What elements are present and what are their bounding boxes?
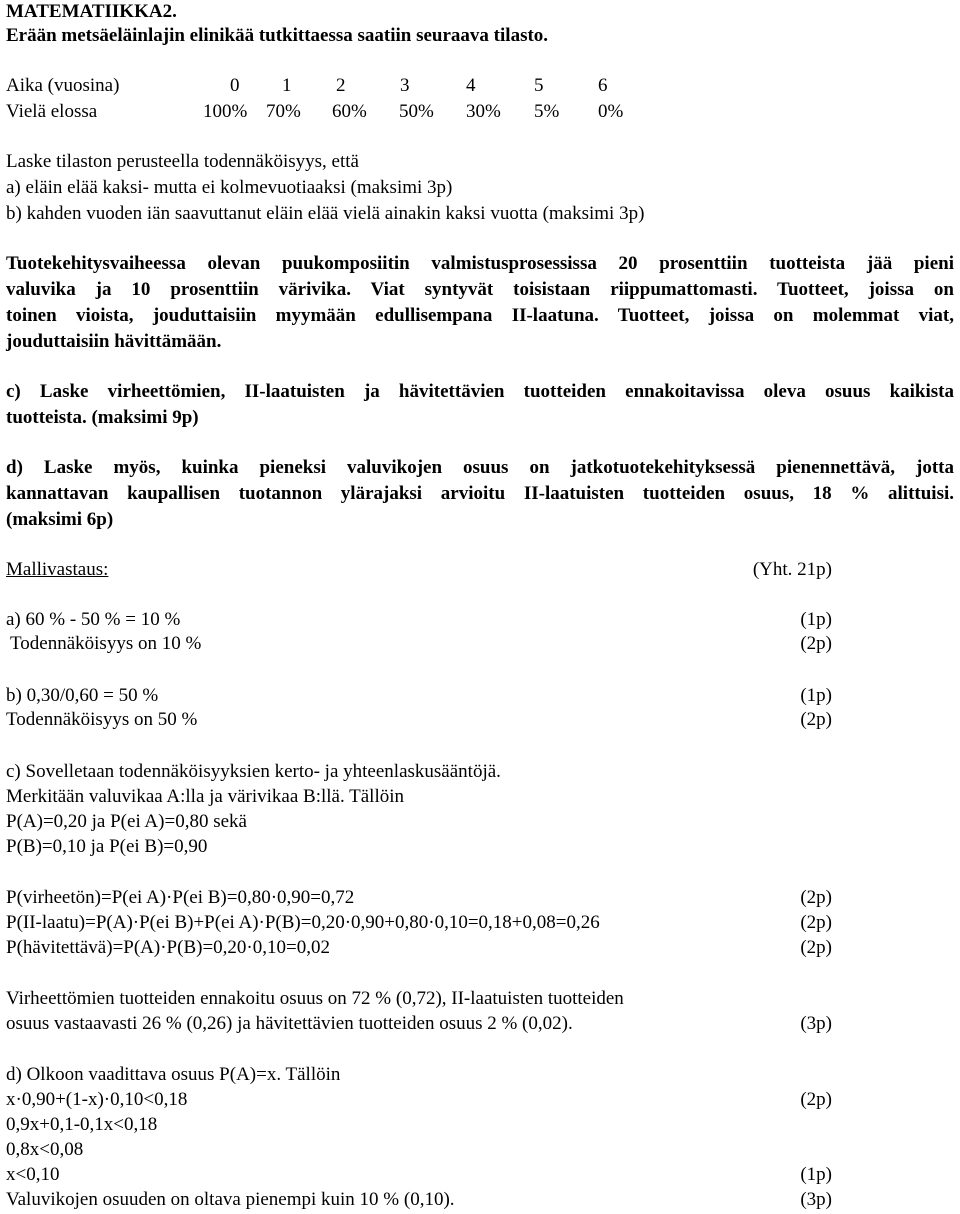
intro-text: Erään metsäeläinlajin elinikää tutkittaessa saatiin seuraava tilasto. <box>6 25 549 46</box>
answer-line: P(II-laatu)=P(A)·P(ei B)+P(ei A)·P(B)=0,20·0,90+0,80·0,10=0,18+0,08=0,26 <box>6 912 600 933</box>
table-cell: 30% <box>466 101 501 122</box>
answer-line: osuus vastaavasti 26 % (0,26) ja hävitettävien tuotteiden osuus 2 % (0,02). <box>6 1013 573 1034</box>
answer-line: a) 60 % - 50 % = 10 % <box>6 609 181 630</box>
table-row-label-time: Aika (vuosina) <box>6 75 120 96</box>
table-cell: 0% <box>598 101 624 122</box>
answer-line: P(hävitettävä)=P(A)·P(B)=0,20·0,10=0,02 <box>6 937 330 958</box>
table-cell: 4 <box>466 75 476 96</box>
task2-line: valuvika ja 10 prosenttiin värivika. Viat syntyvät toisistaan riippumattomasti. Tuotteet, joissa on <box>6 279 954 300</box>
points: (3p) <box>800 1189 832 1210</box>
task1-prompt: Laske tilaston perusteella todennäköisyys, että <box>6 151 359 172</box>
task1-a: a) eläin elää kaksi- mutta ei kolmevuotiaaksi (maksimi 3p) <box>6 177 453 198</box>
points: (3p) <box>800 1013 832 1034</box>
table-cell: 1 <box>282 75 292 96</box>
answer-line: d) Olkoon vaadittava osuus P(A)=x. Tällöin <box>6 1064 341 1085</box>
task1-b: b) kahden vuoden iän saavuttanut eläin elää vielä ainakin kaksi vuotta (maksimi 3p) <box>6 203 645 224</box>
task2-c: tuotteista. (maksimi 9p) <box>6 407 199 428</box>
answer-line: P(virheetön)=P(ei A)·P(ei B)=0,80·0,90=0,72 <box>6 887 355 908</box>
task2-d: kannattavan kaupallisen tuotannon ylärajaksi arvioitu II-laatuisten tuotteiden osuus, 18 % alittuisi. <box>6 483 954 504</box>
task2-line: jouduttaisiin hävittämään. <box>6 331 222 352</box>
table-cell: 2 <box>336 75 346 96</box>
task2-c: c) Laske virheettömien, II-laatuisten ja hävitettävien tuotteiden ennakoitavissa oleva osuus kaikista <box>6 381 954 402</box>
answer-total: (Yht. 21p) <box>752 559 832 580</box>
answer-line: c) Sovelletaan todennäköisyyksien kerto- ja yhteenlaskusääntöjä. <box>6 761 501 782</box>
answer-heading: Mallivastaus: <box>6 559 109 580</box>
answer-line: x<0,10 <box>6 1164 60 1185</box>
answer-line: x·0,90+(1-x)·0,10<0,18 <box>6 1089 188 1110</box>
points: (1p) <box>800 685 832 706</box>
table-cell: 3 <box>400 75 410 96</box>
points: (1p) <box>800 1164 832 1185</box>
table-cell: 0 <box>230 75 240 96</box>
table-cell: 60% <box>332 101 367 122</box>
table-cell: 5% <box>534 101 560 122</box>
answer-line: b) 0,30/0,60 = 50 % <box>6 685 159 706</box>
answer-line: Todennäköisyys on 10 % <box>10 633 202 654</box>
table-cell: 6 <box>598 75 608 96</box>
page-title: MATEMATIIKKA2. <box>6 1 177 22</box>
points: (2p) <box>800 912 832 933</box>
task2-line: Tuotekehitysvaiheessa olevan puukomposiitin valmistusprosessissa 20 prosenttiin tuotteista jää pieni <box>6 253 954 274</box>
answer-line: Valuvikojen osuuden on oltava pienempi kuin 10 % (0,10). <box>6 1189 455 1210</box>
answer-line: Virheettömien tuotteiden ennakoitu osuus on 72 % (0,72), II-laatuisten tuotteiden <box>6 988 624 1009</box>
answer-line: P(A)=0,20 ja P(ei A)=0,80 sekä <box>6 811 247 832</box>
points: (2p) <box>800 633 832 654</box>
answer-line: Merkitään valuvikaa A:lla ja värivikaa B:llä. Tällöin <box>6 786 404 807</box>
answer-line: 0,8x<0,08 <box>6 1139 84 1160</box>
points: (1p) <box>800 609 832 630</box>
task2-d: (maksimi 6p) <box>6 509 114 530</box>
table-cell: 100% <box>203 101 248 122</box>
table-cell: 70% <box>266 101 301 122</box>
points: (2p) <box>800 887 832 908</box>
table-row-label-alive: Vielä elossa <box>6 101 98 122</box>
task2-line: toinen vioista, jouduttaisiin myymään edullisempana II-laatuna. Tuotteet, joissa on molemmat viat, <box>6 305 954 326</box>
table-cell: 5 <box>534 75 544 96</box>
table-cell: 50% <box>399 101 434 122</box>
answer-line: 0,9x+0,1-0,1x<0,18 <box>6 1114 158 1135</box>
points: (2p) <box>800 709 832 730</box>
answer-line: Todennäköisyys on 50 % <box>6 709 198 730</box>
points: (2p) <box>800 937 832 958</box>
points: (2p) <box>800 1089 832 1110</box>
task2-d: d) Laske myös, kuinka pieneksi valuvikojen osuus on jatkotuotekehityksessä pienennettävä, jotta <box>6 457 954 478</box>
answer-line: P(B)=0,10 ja P(ei B)=0,90 <box>6 836 208 857</box>
